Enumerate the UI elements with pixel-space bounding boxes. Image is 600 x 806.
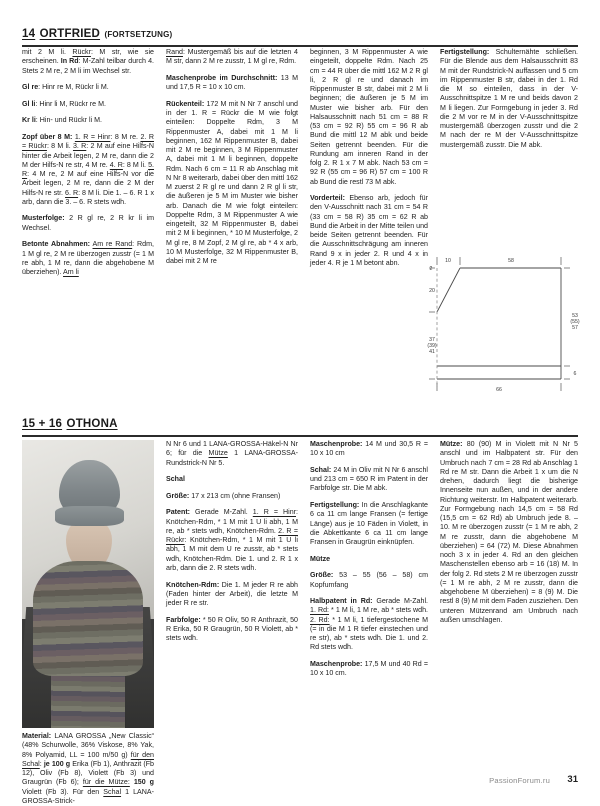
section-title: ORTFRIED <box>39 28 101 40</box>
schematic-outline <box>437 268 561 379</box>
paragraph: Halbpatent in Rd: Gerade M-Zahl. 1. Rd: * 1 M li, 1 M re, ab * stets wdh. 2. Rd: * 1 M li, 1 tiefergestochene M (= in die M 1 R tiefer einstechen und re str), ab * stets wdh. Die 1. und 2. Rd stets wdh. <box>310 597 428 652</box>
paragraph: Rückenteil: 172 M mit N Nr 7 anschl und in der 1. R = Rückr die M wie folgt einteilen: Doppelte Rdm, 3 M Rippenmuster A, dabei mit 1 M li beginnen, 162 M Rippenmuster B, dabei mit 2 M re beginnen, 3 M Rippenmuster A, dabei mit 1 M li beginnen, doppelte Rdm. Nach 6 cm = 11 R ab Anschlag mit N Nr 8 weiterarb, dabei über den mittl 162 M zuerst 2 R gl re und dann 2 R gl li str, die äußeren je 5 M im Muster wie bisher arb. Danach die M wie folgt einteilen: Doppelte Rdm, 3 M Rippenmuster A wie eingeteilt, 32 M Rippenmuster B, dabei mit 2 M li beginnen, * 10 M Musterfolge, 2 M gl re, 8 M Zopf, 2 M gl re, ab * 4 x arb, 10 M Musterfolge, 32 M Rippenmuster B, dabei mit 2 M re <box>166 99 298 266</box>
garment-schematic-diagram <box>425 235 595 395</box>
paragraph: Größe: 17 x 213 cm (ohne Fransen) <box>166 491 281 500</box>
schematic-label-total-length-3: 57 <box>572 325 578 331</box>
paragraph: Größe: 53 – 55 (56 – 58) cm Kopfumfang <box>310 571 428 589</box>
section-title-2: OTHONA <box>66 418 118 430</box>
page-number: 31 <box>567 774 578 785</box>
paragraph: Material: LANA GROSSA „New Classic“ (48% Schurwolle, 36% Viskose, 8% Yak, 8% Polyamid, LL = 100 m/50 g) für den Schal: je 100 g Erika (Fb 1), Anthrazit (Fb 12), Oliv (Fb 8), Violett (Fb 3) und Graugrün (Fb 6); für die Mütze: 150 g Violett (Fb 3). Für den Schal 1 LANA-GROSSA-Strick- <box>22 732 155 805</box>
paragraph: Fertigstellung: In die Anschlagkante 6 ca 11 cm lange Fransen (= fertige Länge) aus je 10 Fäden in Violett, in die Abkettkante 6 ca 11 cm lange Fransen in Graugrün einknüpfen. <box>310 501 428 547</box>
schematic-svg <box>425 235 595 395</box>
paragraph: Mütze <box>310 554 331 563</box>
paragraph: beginnen, 3 M Rippenmuster A wie eingeteilt, doppelte Rdm. Nach 25 cm = 44 R über die mittl 162 M 2 R gl li, 2 R gl re und danach im Rippenmuster B str, dabei mit 2 M li beginnen; die äußeren je 5 M im Muster wie bisher arb. Für den Halsausschnitt nach 51 cm = 88 R (53 cm = 92 R) 55 cm = 96 R ab Bund die mittl 12 M abk und beide Seiten getrennt beenden. Für die Rundung am inneren Rand in der folg 2. R 1 x 7 M abk. Nach 53 cm = 92 R (55 cm = 96 R) 57 cm = 100 R ab Bund die restl 73 M abk. <box>310 48 428 186</box>
section-subtitle: (FORTSETZUNG) <box>104 30 173 39</box>
photo-striped-scarf <box>33 561 144 676</box>
paragraph: Farbfolge: * 50 R Oliv, 50 R Anthrazit, 50 R Erika, 50 R Graugrün, 50 R Violett, ab * stets wdh. <box>166 615 298 643</box>
paragraph: Rand: Mustergemäß bis auf die letzten 4 M str, dann 2 M re zusstr, 1 M gl re, Rdm. <box>166 48 298 66</box>
paragraph: Fertigstellung: Schulternähte schließen. Für die Blende aus dem Halsausschnitt 83 M mit der Rundstrick-N auffassen und 5 cm im Rippenmuster B str, dabei in der 1. Rd die M so einteilen, dass in der V-Ausschnittspitze 1 M re und beids davon 2 M li liegen. Zur Formgebung in jeder 3. Rd die 2 M vor re M in der V-Ausschnittspitze mustergemäß überzogen zusstr und die 2 M nach der re M der V-Ausschnittspitze mustergemäß zusstr. Die M abk. <box>440 48 578 149</box>
section-header-othona <box>22 414 578 437</box>
schematic-label-body-length-3: 41 <box>429 349 435 355</box>
product-photo-hat-and-scarf <box>22 440 154 728</box>
section-number: 14 <box>22 28 36 40</box>
ortfried-column-2 <box>166 48 298 398</box>
paragraph: Maschenprobe: 14 M und 30,5 R = 10 x 10 cm <box>310 440 428 458</box>
paragraph: Vorderteil: Ebenso arb, jedoch für den V-Ausschnitt nach 31 cm = 54 R (33 cm = 58 R) 35 cm = 62 R ab Bund die Arbeit in der Mitte teilen und beide Seiten getrennt beenden. Für die Ausschnittschrägung am inneren Rand 9 x in jeder 2. R und 4 x in jeder 4. R je 1 M betont abn. <box>310 194 428 267</box>
paragraph: Maschenprobe im Durchschnitt: 13 M und 17,5 R = 10 x 10 cm. <box>166 73 298 92</box>
ortfried-column-3 <box>310 48 428 398</box>
paragraph: Schal: 24 M in Oliv mit N Nr 6 anschl und 213 cm = 650 R im Patent in der Farbfolge str. Die M abk. <box>310 465 428 493</box>
site-watermark: PassionForum.ru <box>489 776 550 785</box>
othona-material-column <box>22 732 155 805</box>
othona-column-4 <box>440 440 578 790</box>
schematic-label-bottom-width: 66 <box>496 387 502 393</box>
schematic-dimension-ticks <box>429 257 570 391</box>
schematic-label-armhole-depth: 20 <box>429 288 435 294</box>
schematic-label-neck-tick: 2 <box>429 266 433 272</box>
paragraph: Betonte Abnahmen: Am re Rand: Rdm, 1 M gl re, 2 M re überzogen zusstr (= 1 M re abh, 1 M re, dann die abgehobene M überziehen). Am li <box>22 240 154 277</box>
paragraph: Patent: Gerade M-Zahl. 1. R = Hinr: Knötchen-Rdm, * 1 M mit 1 U li abh, 1 M re, ab * stets wdh, Knötchen-Rdm. 2. R = Rückr: Knötchen-Rdm, * 1 M mit 1 U li abh, 1 M mit dem U re zusstr, ab * stets wdh, Knötchen-Rdm. Die 1. und 2. R 1 x arb, dann die 2. R stets wdh. <box>166 508 298 572</box>
section-number-2: 15 + 16 <box>22 418 63 430</box>
paragraph: Gl li: Hinr li M, Rückr re M. <box>22 99 106 108</box>
paragraph: Musterfolge: 2 R gl re, 2 R kr li im Wechsel. <box>22 214 154 232</box>
othona-column-2 <box>166 440 298 790</box>
paragraph: Schal <box>166 475 185 484</box>
schematic-label-top-width: 58 <box>508 258 514 264</box>
photo-hat-brim <box>55 506 124 526</box>
ortfried-column-1 <box>22 48 154 398</box>
ortfried-column-4 <box>440 48 578 233</box>
othona-column-3 <box>310 440 428 790</box>
schematic-label-total-length-1: 53 <box>572 313 578 319</box>
schematic-label-band-height: 6 <box>573 371 577 377</box>
paragraph: Gl re: Hinr re M, Rückr li M. <box>22 83 109 92</box>
paragraph: Knötchen-Rdm: Die 1. M jeder R re abh (Faden hinter der Arbeit), die letzte M jeder R re str. <box>166 580 298 608</box>
paragraph: Maschenprobe: 17,5 M und 40 Rd = 10 x 10 cm. <box>310 660 428 678</box>
schematic-label-body-length-2: (39) <box>427 343 437 349</box>
schematic-label-body-length-1: 37 <box>429 337 435 343</box>
schematic-label-shoulder-width: 10 <box>445 258 451 264</box>
paragraph: N Nr 6 und 1 LANA-GROSSA-Häkel-N Nr 6; für die Mütze 1 LANA-GROSSA-Rundstrick-N Nr 5. <box>166 440 298 467</box>
paragraph: mit 2 M li. Rückr: M str, wie sie erscheinen. In Rd: M-Zahl teilbar durch 4. Stets 2 M re, 2 M li im Wechsel str. <box>22 48 154 75</box>
paragraph: Mütze: 80 (90) M in Violett mit N Nr 5 anschl und im Halbpatent str. Für den Umbruch nach 7 cm = 28 Rd ab Anschlag 1 Rd re M str. Dann die Arbeit 1 x um die N drehen, dadurch liegt die bisherige Innenseite nun außen, und in der andere Richtung weiterstr. Im Halbpatent weiterarb. Zur Formgebung nach 14,5 cm = 58 Rd (15,5 cm = 62 Rd) ab Umbruch jede 8. – 10. M re überzogen zusstr (= 1 M re abh, 2 M re zusstr, dann die abgehobene M überziehen) = 64 (72) M. Diese Abnahmen noch 3 x in jeder 4. Rd an den gleichen Maschenstellen ebenso arb = 16 (18) M. In der folg 2. Rd stets 2 M re überzogen zusstr (= 1 M re abh, 2 M re zusstr, dann die abgehobene M überziehen) = 8 (9) M. Die restl 8 (9) M mit dem Faden zusziehen. Den unteren Mützenrand am Umbruch nach außen umschlagen. <box>440 440 578 624</box>
section-header-ortfried <box>22 24 578 47</box>
paragraph: Kr li: Hin- und Rückr li M. <box>22 116 103 125</box>
paragraph: Zopf über 8 M: 1. R = Hinr: 8 M re. 2. R = Rückr: 8 M li. 3. R: 2 M auf eine Hilfs-N hinter die Arbeit legen, 2 M re, dann die 2 M der Hilfs-N re str, 4 M re. 4. R: 8 M li. 5. R: 4 M re, 2 M auf eine Hilfs-N vor die Arbeit legen, 2 M re, dann die 2 M der Hilfs-N re str. 6. R: 8 M li. Die 1. – 6. R 1 x arb, dann die 3. – 6. R stets wdh. <box>22 133 155 206</box>
schematic-label-total-length-2: (55) <box>570 319 580 325</box>
